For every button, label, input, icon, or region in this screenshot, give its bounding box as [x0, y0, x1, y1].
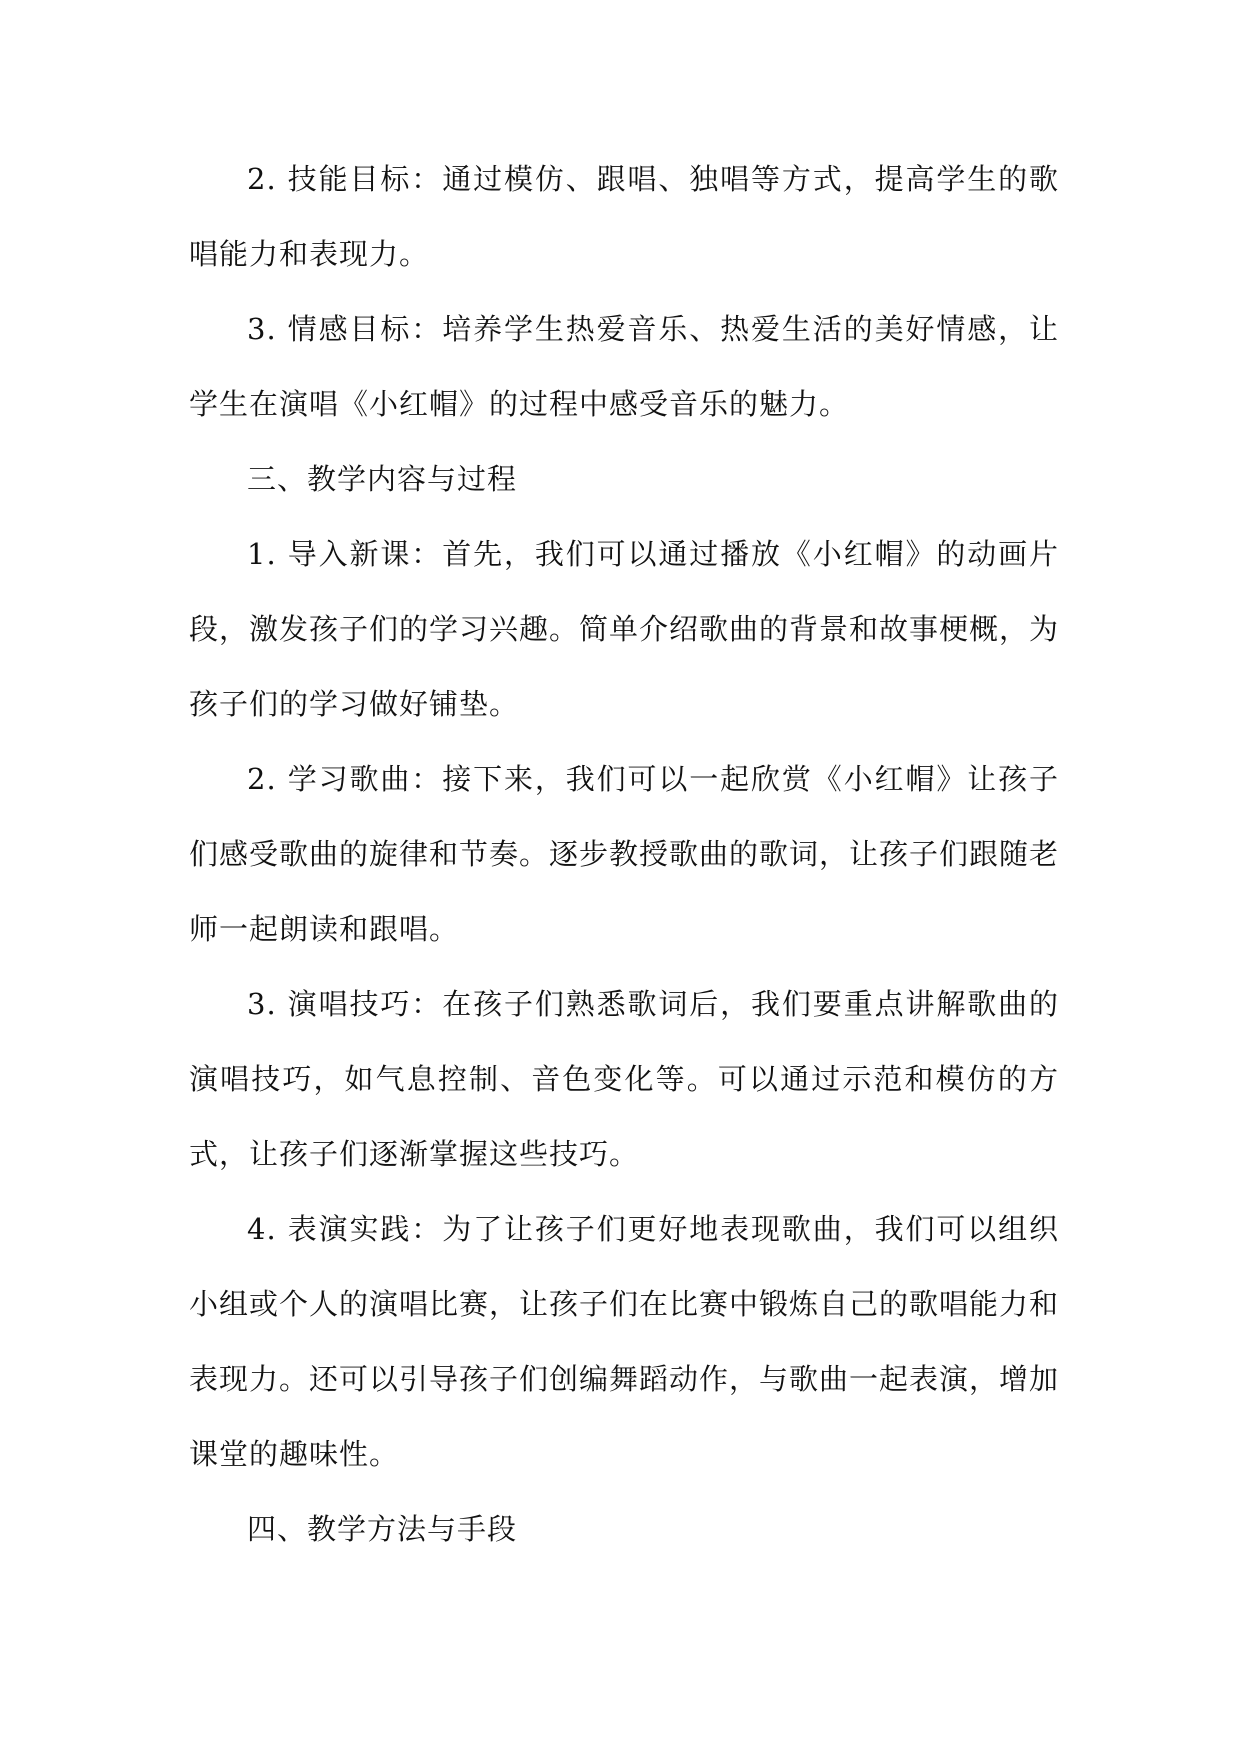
paragraph-skill-goal: 2. 技能目标：通过模仿、跟唱、独唱等方式，提高学生的歌唱能力和表现力。	[189, 162, 1059, 271]
document-body	[189, 142, 1059, 1567]
paragraph-learn-song: 2. 学习歌曲：接下来，我们可以一起欣赏《小红帽》让孩子们感受歌曲的旋律和节奏。逐步教授歌曲的歌词，让孩子们跟随老师一起朗读和跟唱。	[189, 762, 1060, 946]
paragraph-singing-skills: 3. 演唱技巧：在孩子们熟悉歌词后，我们要重点讲解歌曲的演唱技巧，如气息控制、音色变化等。可以通过示范和模仿的方式，让孩子们逐渐掌握这些技巧。	[189, 987, 1059, 1171]
paragraph-emotion-goal: 3. 情感目标：培养学生热爱音乐、热爱生活的美好情感，让学生在演唱《小红帽》的过程中感受音乐的魅力。	[189, 312, 1059, 421]
section-heading-content-process: 三、教学内容与过程	[247, 462, 518, 496]
paragraph-performance-practice: 4. 表演实践：为了让孩子们更好地表现歌曲，我们可以组织小组或个人的演唱比赛，让孩子们在比赛中锻炼自己的歌唱能力和表现力。还可以引导孩子们创编舞蹈动作，与歌曲一起表演，增加课堂的趣味性。	[189, 1212, 1060, 1471]
paragraph-intro-lesson: 1. 导入新课：首先，我们可以通过播放《小红帽》的动画片段，激发孩子们的学习兴趣。简单介绍歌曲的背景和故事梗概，为孩子们的学习做好铺垫。	[189, 537, 1060, 721]
section-heading-methods: 四、教学方法与手段	[247, 1512, 518, 1546]
